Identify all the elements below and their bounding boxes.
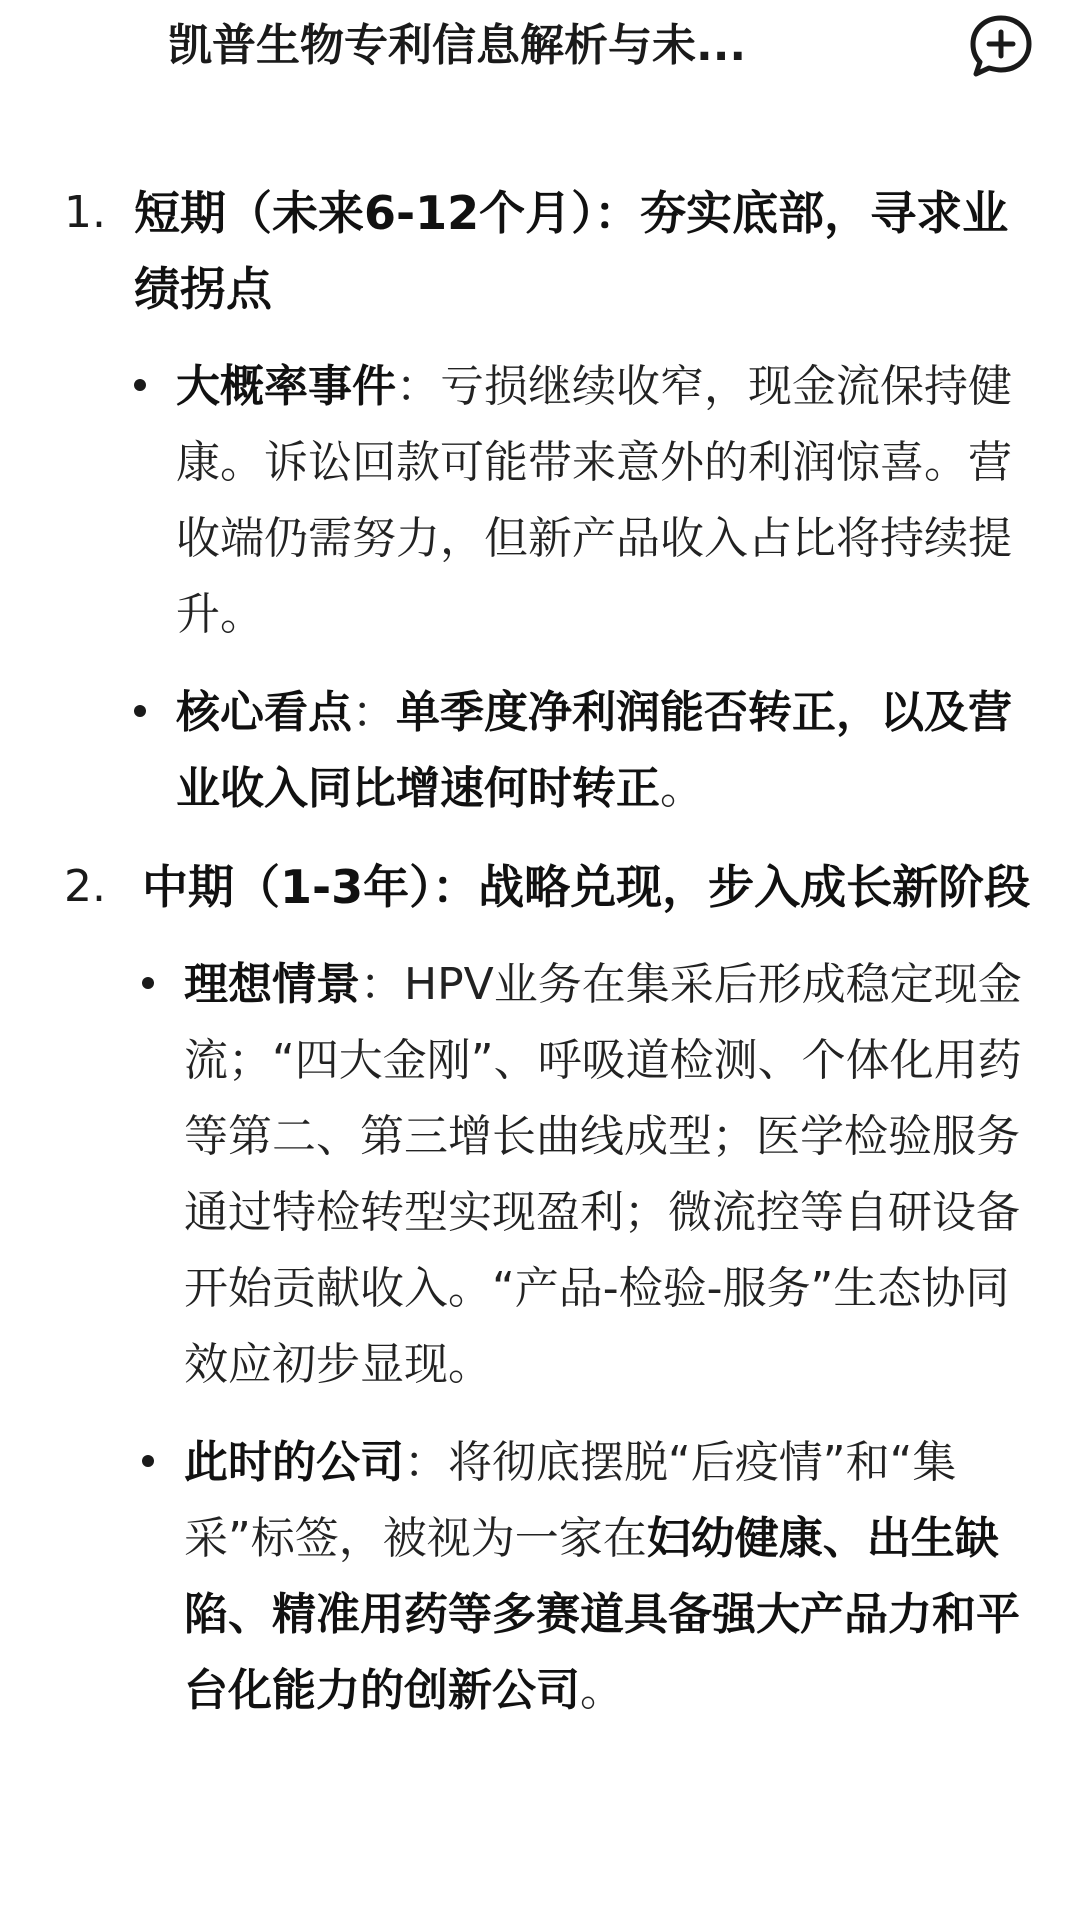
bullet-label: 此时的公司 [184, 1437, 404, 1488]
bullet-dot-icon [134, 379, 146, 391]
bullet-item [176, 349, 1036, 653]
bullet-separator: ： [360, 959, 404, 1010]
bullet-label: 大概率事件 [176, 361, 396, 412]
bullet-label: 理想情景 [184, 959, 360, 1010]
bullet-text: 亏损继续收窄，现金流保持健康。诉讼回款可能带来意外的利润惊喜。营收端仍需努力，但新产品收入占比将持续提升。 [176, 361, 1012, 640]
bullet-text-end: 。 [580, 1665, 624, 1716]
bullet-label: 核心看点 [176, 687, 352, 738]
bullet-item [184, 947, 1036, 1403]
list-number: 1. [64, 187, 106, 238]
bullet-item [176, 675, 1036, 827]
bullet-dot-icon [134, 705, 146, 717]
bullet-item [184, 1425, 1036, 1729]
bullet-separator: ： [352, 687, 396, 738]
bullet-text: HPV业务在集采后形成稳定现金流；“四大金刚”、呼吸道检测、个体化用药等第二、第三增长曲线成型；医学检验服务通过特检转型实现盈利；微流控等自研设备开始贡献收入。“产品-检验-服务”生态协同效应初步显现。 [184, 959, 1022, 1390]
bullet-bold-text: 单季度净利润能否转正，以及营业收入同比增速何时转正 [176, 687, 1012, 814]
section-heading: 中期（1-3年）：战略兑现，步入成长新阶段 [142, 860, 1031, 914]
chat-plus-icon [966, 12, 1036, 82]
bullet-text: 将彻底摆脱“后疫情”和“集采”标签，被视为一家在 [184, 1437, 957, 1564]
list-item-short-term [0, 175, 1068, 827]
spacer [0, 827, 1068, 849]
chat-header [0, 0, 1068, 100]
bullet-separator: ： [404, 1437, 448, 1488]
bullet-dot-icon [142, 1455, 154, 1467]
bullet-dot-icon [142, 977, 154, 989]
bullet-list [0, 349, 1068, 827]
bullet-list [0, 947, 1068, 1729]
list-number: 2. [64, 861, 106, 912]
bullet-bold-text: 妇幼健康、出生缺陷、精准用药等多赛道具备强大产品力和平台化能力的创新公司 [184, 1513, 1020, 1716]
message-content [0, 175, 1068, 1729]
bullet-text-end: 。 [660, 763, 704, 814]
bullet-separator: ： [396, 361, 440, 412]
conversation-title[interactable]: 凯普生物专利信息解析与未... [168, 20, 747, 71]
list-item-mid-term [0, 849, 1068, 1729]
section-heading: 短期（未来6-12个月）：夯实底部，寻求业绩拐点 [134, 186, 1009, 316]
new-chat-button[interactable] [966, 12, 1036, 82]
